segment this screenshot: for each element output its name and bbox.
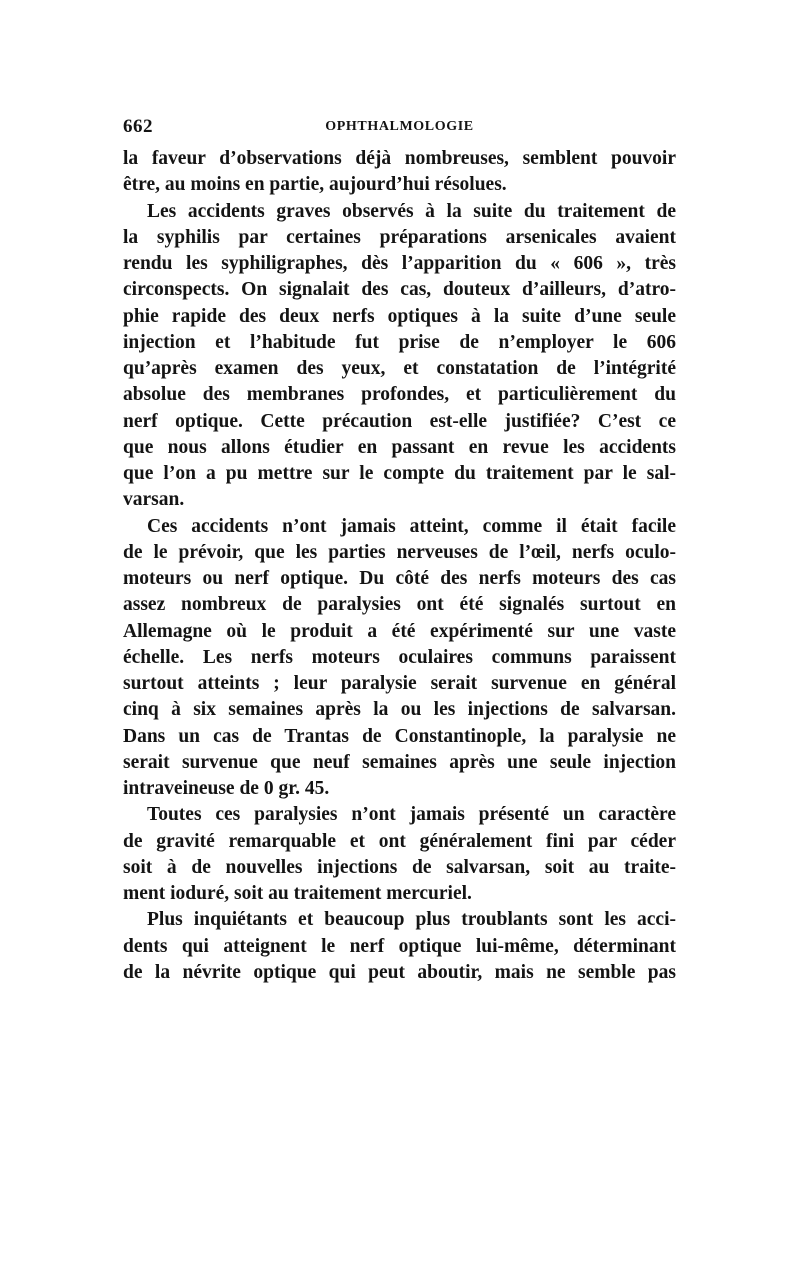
text-line: être, au moins en partie, aujourd’hui résolues. [123,174,507,196]
text-line: Dans un cas de Trantas de Constantinople, la paralysie ne [123,725,676,747]
running-head [123,116,676,142]
text-line: assez nombreux de paralysies ont été signalés surtout en [123,594,676,616]
paragraph-nerf-optique [123,907,676,986]
text-line: Ces accidents n’ont jamais atteint, comme il était facile [147,515,676,537]
text-line: varsan. [123,489,185,511]
page-number: 662 [123,116,153,137]
paragraph-accidents-graves [123,199,676,514]
text-line: circonspects. On signalait des cas, douteux d’ailleurs, d’atro- [123,279,676,301]
text-line: que nous allons étudier en passant en revue les accidents [123,436,676,458]
text-line: Toutes ces paralysies n’ont jamais présenté un caractère [147,804,676,826]
text-line: de gravité remarquable et ont généralement fini par céder [123,830,676,852]
text-line: Allemagne où le produit a été expérimenté sur une vaste [123,620,676,642]
text-line: surtout atteints ; leur paralysie serait survenue en général [123,673,676,694]
running-title: OPHTHALMOLOGIE [325,119,474,134]
text-line: absolue des membranes profondes, et particulièrement du [123,384,676,406]
text-line: cinq à six semaines après la ou les injections de salvarsan. [123,699,676,721]
text-line: que l’on a pu mettre sur le compte du traitement par le sal- [123,463,676,484]
text-line: soit à de nouvelles injections de salvarsan, soit au traite- [123,856,676,878]
text-line: la faveur d’observations déjà nombreuses, semblent pouvoir [123,148,676,169]
text-line: ment ioduré, soit au traitement mercuriel. [123,883,472,904]
text-line: serait survenue que neuf semaines après une seule injection [123,751,676,773]
text-line: la syphilis par certaines préparations arsenicales avaient [123,226,676,248]
text-line: dents qui atteignent le nerf optique lui-même, déterminant [123,935,676,957]
body-text [123,146,676,986]
book-page [123,116,676,986]
paragraph-continuation [123,146,676,199]
text-line: de la névrite optique qui peut aboutir, mais ne semble pas [123,961,676,983]
text-line: Plus inquiétants et beaucoup plus troublants sont les acci- [147,909,676,931]
text-line: de le prévoir, que les parties nerveuses de l’œil, nerfs oculo- [123,541,676,563]
paragraph-paralysies [123,514,676,803]
text-line: rendu les syphiligraphes, dès l’apparition du « 606 », très [123,253,676,274]
text-line: moteurs ou nerf optique. Du côté des nerfs moteurs des cas [123,568,676,589]
text-line: Les accidents graves observés à la suite du traitement de [147,200,676,222]
text-line: échelle. Les nerfs moteurs oculaires communs paraissent [123,646,676,668]
text-line: phie rapide des deux nerfs optiques à la suite d’une seule [123,305,676,327]
text-line: qu’après examen des yeux, et constatation de l’intégrité [123,358,676,379]
text-line: injection et l’habitude fut prise de n’employer le 606 [123,331,676,353]
paragraph-gravite [123,802,676,907]
text-line: intraveineuse de 0 gr. 45. [123,778,330,799]
text-line: nerf optique. Cette précaution est-elle justifiée? C’est ce [123,410,676,432]
